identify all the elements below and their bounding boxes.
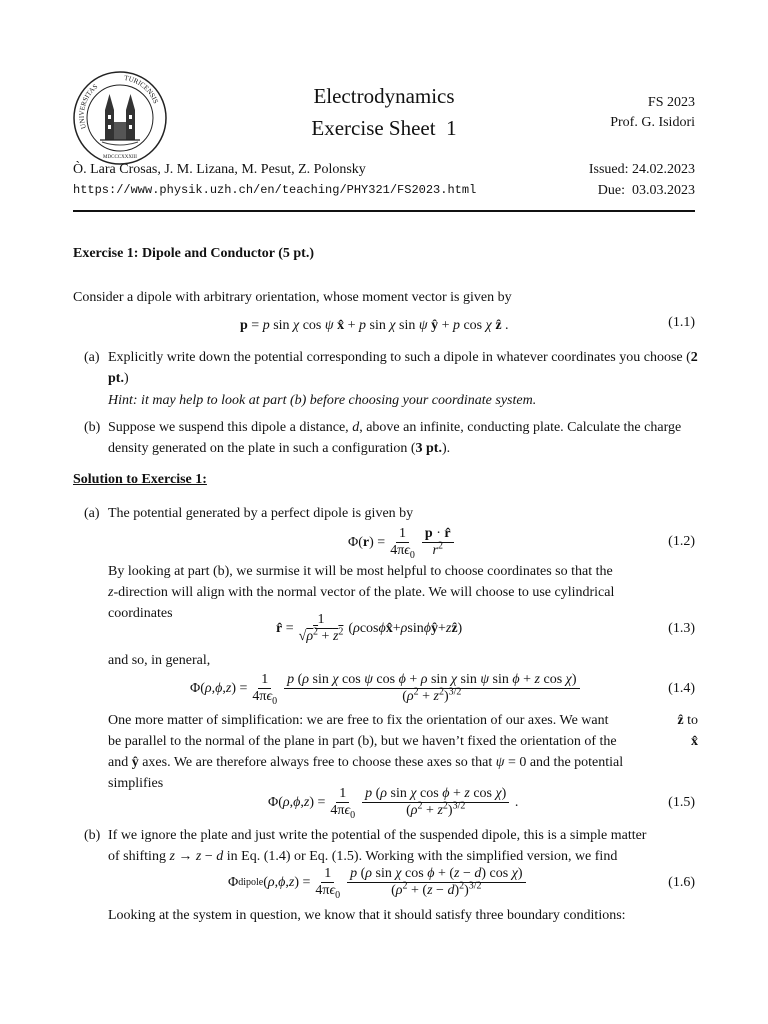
- solution-b-para-1: If we ignore the plate and just write the potential of the suspended dipole, this is a simple matter of shifting z → z − d in Eq. (1.4) or Eq. (1.5). Working with the simplified version, we find: [108, 828, 647, 864]
- seal-year: MDCCCXXXIII: [103, 155, 137, 160]
- solution-a-intro: The potential generated by a perfect dipole is given by: [108, 506, 414, 521]
- due-date: Due: 03.03.2023: [597, 183, 695, 198]
- header-rule: [73, 210, 695, 212]
- eq-number-1-3: (1.3): [668, 621, 695, 636]
- solution-a-label: (a): [84, 506, 100, 521]
- eq-number-1-4: (1.4): [668, 681, 695, 696]
- solution-b-para-2: Looking at the system in question, we know that it should satisfy three boundary conditions:: [108, 908, 626, 923]
- semester: FS 2023: [647, 95, 695, 110]
- equation-1-6: Φ dipole ( ρ , ϕ , z ) = $\frac{1}{4\pi\epsilon_0}$ $\frac{\text{p (ρ sin χ cos ϕ + (z − d) cos χ)}}{(\rho^2 + (z - d)^2)^{3/2}}$: [228, 866, 528, 899]
- solution-a-para-3: One more matter of simplification: we are free to fix the orientation of our axes. We want ẑ to be parallel to the normal of the plane in part (b), but we haven’t fixed the orientation of the x̂ and ŷ axes. We are therefore always free to choose these axes so that ψ = 0 and the potential simplifies: [108, 713, 698, 791]
- equation-1-2: Φ( r ) = $\frac{1}{4\pi\epsilon_0}$ $\frac{p \cdot r̂}{r^2}$: [348, 526, 456, 559]
- sheet-title: Exercise Sheet 1: [311, 116, 457, 140]
- eq-number-1-6: (1.6): [668, 875, 695, 890]
- solution-a-para-1: By looking at part (b), we surmise it will be most helpful to choose coordinates so that the z-direction will align with the normal vector of the plate. We will choose to use cylindrical coordinates: [108, 564, 615, 621]
- issued-date: Issued: 24.02.2023: [588, 162, 695, 177]
- part-a-text: Explicitly write down the potential corresponding to such a dipole in whatever coordinates you choose (2 pt.): [108, 350, 698, 386]
- professor: Prof. G. Isidori: [610, 115, 695, 130]
- course-url[interactable]: https://www.physik.uzh.ch/en/teaching/PHY321/FS2023.html: [73, 183, 477, 197]
- course-title: Electrodynamics: [313, 84, 455, 108]
- part-b-text: Suppose we suspend this dipole a distance, d, above an infinite, conducting plate. Calculate the charge density generated on the plate in such a configuration (3 pt.).: [108, 420, 682, 456]
- part-a-label: (a): [84, 350, 100, 365]
- solution-b-label: (b): [84, 828, 101, 843]
- equation-1-5: Φ( ρ , ϕ , z ) = $\frac{1}{4\pi\epsilon_0}$ $\frac{\text{p (ρ sin χ cos ϕ + z cos χ)}}{(\rho^2 + z^2)^{3/2}}$ .: [268, 786, 519, 821]
- exercise-title: Exercise 1: Dipole and Conductor (5 pt.): [73, 246, 314, 261]
- authors: Ò. Lara Crosas, J. M. Lizana, M. Pesut, Z. Polonsky: [73, 162, 366, 177]
- exercise-intro: Consider a dipole with arbitrary orientation, whose moment vector is given by: [73, 290, 512, 305]
- equation-1-1: p = p sin χ cos ψ x̂ + p sin χ sin ψ ŷ + p cos χ ẑ .: [240, 318, 509, 333]
- seal-text-left: UNIVERSITAS: [77, 82, 100, 130]
- solution-title: Solution to Exercise 1:: [73, 472, 207, 487]
- equation-1-3: r̂ = $\frac{1}{√\rho^2 + z^2}$ ( ρ cos ϕ x̂ + ρ sin ϕ ŷ + z ẑ ): [276, 612, 463, 644]
- part-a-hint: Hint: it may help to look at part (b) before choosing your coordinate system.: [108, 393, 537, 408]
- eq-number-1-1: (1.1): [668, 315, 695, 330]
- eq-number-1-5: (1.5): [668, 795, 695, 810]
- eq-number-1-2: (1.2): [668, 534, 695, 549]
- seal-text-right: TURICENSIS: [123, 74, 160, 105]
- part-b-label: (b): [84, 420, 101, 435]
- equation-1-4: Φ( ρ , ϕ , z ) = $\frac{1}{4\pi\epsilon_0}$ $\frac{\text{p (ρ sin χ cos ψ cos ϕ + ρ sin χ sin ψ sin ϕ + z cos χ)}}{(\rho^2 + z^2)^{3/2}}$: [190, 672, 582, 705]
- solution-a-para-2: and so, in general,: [108, 653, 211, 668]
